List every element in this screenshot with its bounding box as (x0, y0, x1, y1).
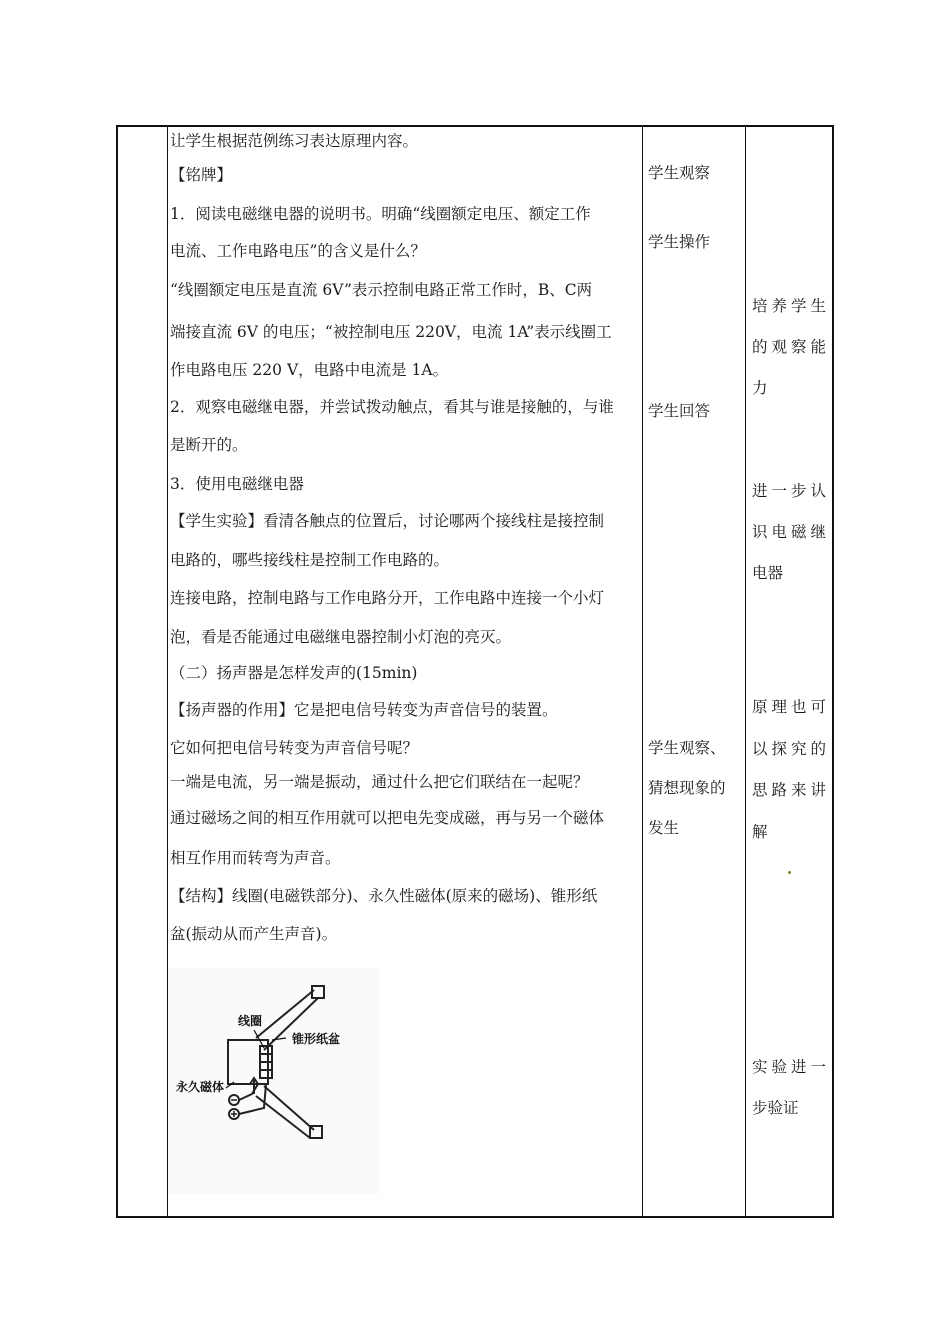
design-intent-line: 思路来讲 (752, 781, 826, 799)
coil-label: 线圈 (238, 1014, 263, 1028)
design-intent-line: 培养学生 (752, 297, 826, 315)
student-activity: 发生 (648, 819, 680, 837)
student-activity: 学生操作 (648, 233, 711, 251)
content-line: 2．观察电磁继电器，并尝试拨动触点，看其与谁是接触的，与谁 (170, 398, 614, 416)
content-line: 盆(振动从而产生声音)。 (170, 925, 338, 943)
cone-label: 锥形纸盆 (292, 1032, 341, 1046)
design-intent-line: 实验进一 (752, 1058, 826, 1076)
content-line: 1．阅读电磁继电器的说明书。明确“线圈额定电压、额定工作 (170, 205, 591, 223)
content-line: 【铭牌】 (170, 166, 233, 184)
content-line: 电流、工作电路电压”的含义是什么？ (170, 242, 426, 260)
design-intent-line: 电器 (752, 564, 784, 582)
design-intent-line: 原理也可 (752, 698, 826, 716)
design-intent-line: 的观察能 (752, 338, 826, 356)
design-intent-line: 识电磁继 (752, 523, 826, 541)
speaker-diagram (168, 968, 380, 1194)
content-line: “线圈额定电压是直流 6V”表示控制电路正常工作时，B、C两 (170, 281, 593, 299)
design-intent-line: 以探究的 (752, 740, 826, 758)
content-line: 电路的，哪些接线柱是控制工作电路的。 (170, 551, 450, 569)
column-divider (745, 127, 746, 1216)
content-line: 3．使用电磁继电器 (170, 475, 304, 493)
student-activity: 学生回答 (648, 402, 711, 420)
stray-mark (788, 871, 791, 874)
design-intent-line: 力 (752, 379, 768, 397)
content-line: 通过磁场之间的相互作用就可以把电先变成磁，再与另一个磁体 (170, 809, 605, 827)
content-line: 相互作用而转弯为声音。 (170, 849, 341, 867)
content-line: 它如何把电信号转变为声音信号呢？ (170, 739, 419, 757)
design-intent-line: 解 (752, 823, 768, 841)
content-line: 作电路电压 220 V，电路中电流是 1A。 (170, 361, 449, 379)
student-activity: 猜想现象的 (648, 779, 726, 797)
content-line: 一端是电流，另一端是振动，通过什么把它们联结在一起呢？ (170, 773, 589, 791)
content-line: 泡，看是否能通过电磁继电器控制小灯泡的亮灭。 (170, 628, 512, 646)
content-line: （二）扬声器是怎样发声的(15min) (170, 664, 418, 682)
design-intent-line: 步验证 (752, 1099, 799, 1117)
content-line: 【扬声器的作用】它是把电信号转变为声音信号的装置。 (170, 701, 558, 719)
content-line: 【学生实验】看清各触点的位置后，讨论哪两个接线柱是接控制 (170, 512, 605, 530)
content-line: 是断开的。 (170, 436, 248, 454)
content-line: 让学生根据范例练习表达原理内容。 (170, 132, 419, 150)
design-intent-line: 进一步认 (752, 482, 826, 500)
lead-wire (239, 1084, 258, 1100)
magnet-label: 永久磁体 (176, 1080, 225, 1094)
cone-rim-top (312, 986, 324, 998)
student-activity: 学生观察 (648, 164, 711, 182)
content-line: 连接电路，控制电路与工作电路分开，工作电路中连接一个小灯 (170, 589, 605, 607)
column-divider (642, 127, 643, 1216)
content-line: 端接直流 6V 的电压；“被控制电压 220V，电流 1A”表示线圈工 (170, 323, 612, 341)
content-line: 【结构】线圈(电磁铁部分)、永久性磁体(原来的磁场)、锥形纸 (170, 887, 598, 905)
student-activity: 学生观察、 (648, 739, 726, 757)
